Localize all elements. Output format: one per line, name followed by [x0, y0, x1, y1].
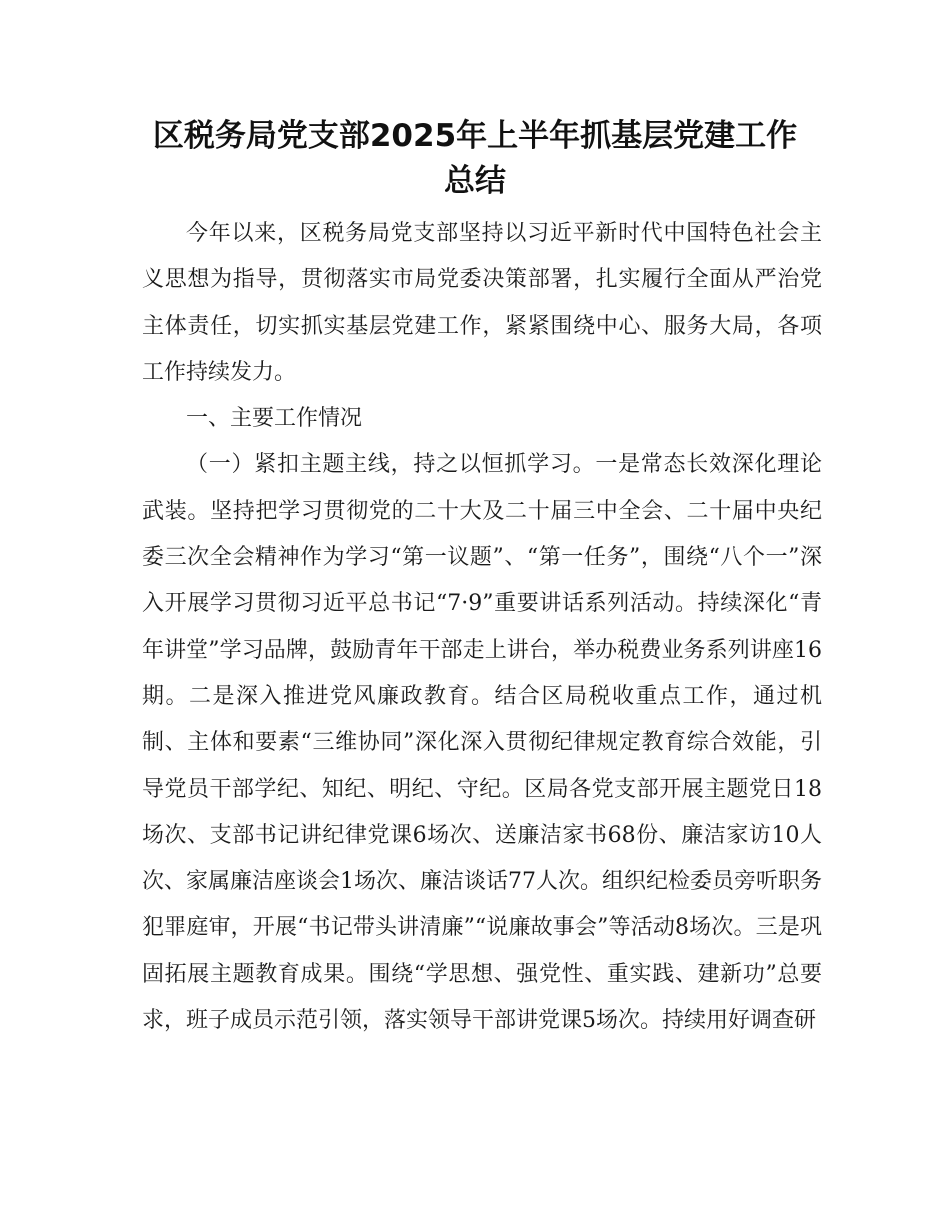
document-title-line2: 总结: [444, 163, 506, 199]
section-paragraph: （一）紧扣主题主线，持之以恒抓学习。一是常态长效深化理论武装。坚持把学习贯彻党的二十大及二十届三中全会、二十届中央纪委三次全会精神作为学习“第一议题”、“第一任务”，围绕“八个一”深入开展学习贯彻习近平总书记“7·9”重要讲话系列活动。持续深化“青年讲堂”学习品牌，鼓励青年干部走上讲台，举办税费业务系列讲座16期。二是深入推进党风廉政教育。结合区局税收重点工作，通过机制、主体和要素“三维协同”深化深入贯彻纪律规定教育综合效能，引导党员干部学纪、知纪、明纪、守纪。区局各党支部开展主题党日18场次、支部书记讲纪律党课6场次、送廉洁家书68份、廉洁家访10人次、家属廉洁座谈会1场次、廉洁谈话77人次。组织纪检委员旁听职务犯罪庭审，开展“书记带头讲清廉”“说廉故事会”等活动8场次。三是巩固拓展主题教育成果。围绕“学思想、强党性、重实践、建新功”总要求，班子成员示范引领，落实领导干部讲党课5场次。持续用好调查研: [142, 452, 822, 1034]
intro-paragraph: 今年以来，区税务局党支部坚持以习近平新时代中国特色社会主义思想为指导，贯彻落实市局党委决策部署，扎实履行全面从严治党主体责任，切实抓实基层党建工作，紧紧围绕中心、服务大局，各项工作持续发力。: [142, 221, 822, 385]
document-body: [142, 211, 822, 1044]
section-heading: 一、主要工作情况: [186, 406, 363, 432]
document-title-line1: 区税务局党支部2025年上半年抓基层党建工作: [152, 118, 798, 154]
